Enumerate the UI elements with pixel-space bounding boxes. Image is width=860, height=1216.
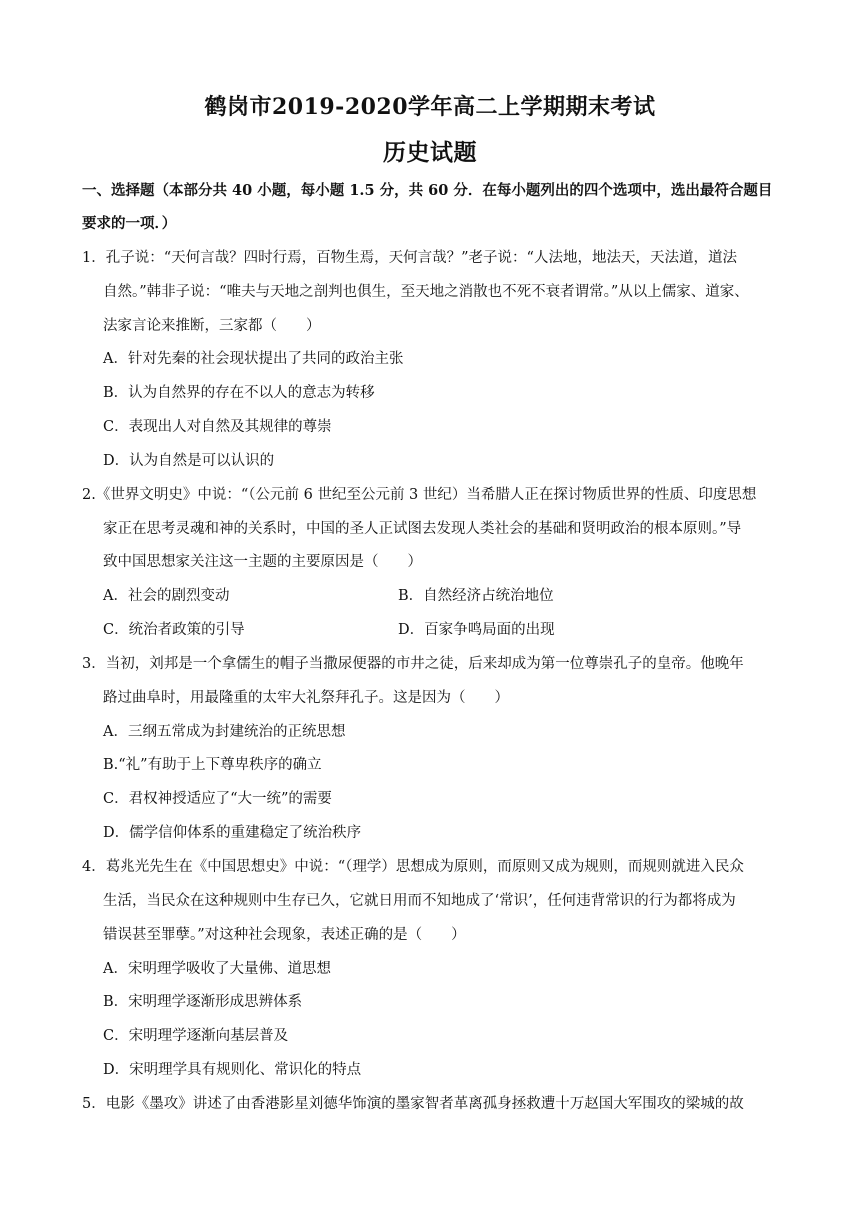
question-2-text: 致中国思想家关注这一主题的主要原因是（ ） [103,554,422,570]
question-3-option-a[interactable]: A．三纲五常成为封建统治的正统思想 [103,724,346,740]
question-2-option-a[interactable]: A．社会的剧烈变动 [103,588,230,604]
question-3-option-d[interactable]: D．儒学信仰体系的重建稳定了统治秩序 [103,825,362,841]
question-4-option-d[interactable]: D．宋明理学具有规则化、常识化的特点 [103,1062,362,1078]
question-4-text: 生活，当民众在这种规则中生存已久，它就日用而不知地成了‘常识’，任何违背常识的行为都将成为 [103,893,736,909]
section-heading-line1: 一、选择题（本部分共 40 小题，每小题 1.5 分，共 60 分．在每小题列出的四个选项中，选出最符合题目 [82,182,773,199]
question-4-text: 错误甚至罪孽。”对这种社会现象，表述正确的是（ ） [103,927,466,943]
exam-title: 鹤岗市2019-2020学年高二上学期期末考试 [204,94,656,120]
question-2-option-b[interactable]: B．自然经济占统治地位 [398,588,554,604]
question-4-option-c[interactable]: C．宋明理学逐渐向基层普及 [103,1028,289,1044]
question-1-option-c[interactable]: C．表现出人对自然及其规律的尊崇 [103,419,332,435]
question-1-text: 法家言论来推断，三家都（ ） [103,318,321,334]
question-4-option-b[interactable]: B．宋明理学逐渐形成思辨体系 [103,994,303,1010]
question-2-option-d[interactable]: D．百家争鸣局面的出现 [398,622,555,638]
question-3-option-c[interactable]: C．君权神授适应了“大一统”的需要 [103,791,332,807]
question-2-text: 2.《世界文明史》中说：“（公元前 6 世纪至公元前 3 世纪）当希腊人正在探讨物质世界的性质、印度思想 [82,487,757,503]
question-1-text: 1．孔子说：“天何言哉？四时行焉，百物生焉，天何言哉？”老子说：“人法地，地法天，天法道，道法 [82,250,737,266]
question-1-text: 自然。”韩非子说：“唯夫与天地之剖判也俱生，至天地之消散也不死不衰者谓常。”从以上儒家、道家、 [103,284,749,300]
question-1-option-d[interactable]: D．认为自然是可以认识的 [103,453,275,469]
question-4-option-a[interactable]: A．宋明理学吸收了大量佛、道思想 [103,961,331,977]
exam-subtitle: 历史试题 [383,139,477,166]
question-3-option-b[interactable]: B.“礼”有助于上下尊卑秩序的确立 [103,757,322,773]
question-1-option-a[interactable]: A．针对先秦的社会现状提出了共同的政治主张 [103,351,404,367]
question-3-text: 3．当初，刘邦是一个拿儒生的帽子当撒尿便器的市井之徒，后来却成为第一位尊崇孔子的皇帝。他晚年 [82,656,744,672]
question-3-text: 路过曲阜时，用最隆重的太牢大礼祭拜孔子。这是因为（ ） [103,690,509,706]
question-1-option-b[interactable]: B．认为自然界的存在不以人的意志为转移 [103,385,375,401]
question-4-text: 4．葛兆光先生在《中国思想史》中说：“（理学）思想成为原则，而原则又成为规则，而规则就进入民众 [82,859,744,875]
section-heading-line2: 要求的一项．） [82,215,177,232]
question-5-text: 5．电影《墨攻》讲述了由香港影星刘德华饰演的墨家智者革离孤身拯救遭十万赵国大军围攻的梁城的故 [82,1096,744,1112]
question-2-option-c[interactable]: C．统治者政策的引导 [103,622,245,638]
question-2-text: 家正在思考灵魂和神的关系时，中国的圣人正试图去发现人类社会的基础和贤明政治的根本原则。”导 [103,521,742,537]
